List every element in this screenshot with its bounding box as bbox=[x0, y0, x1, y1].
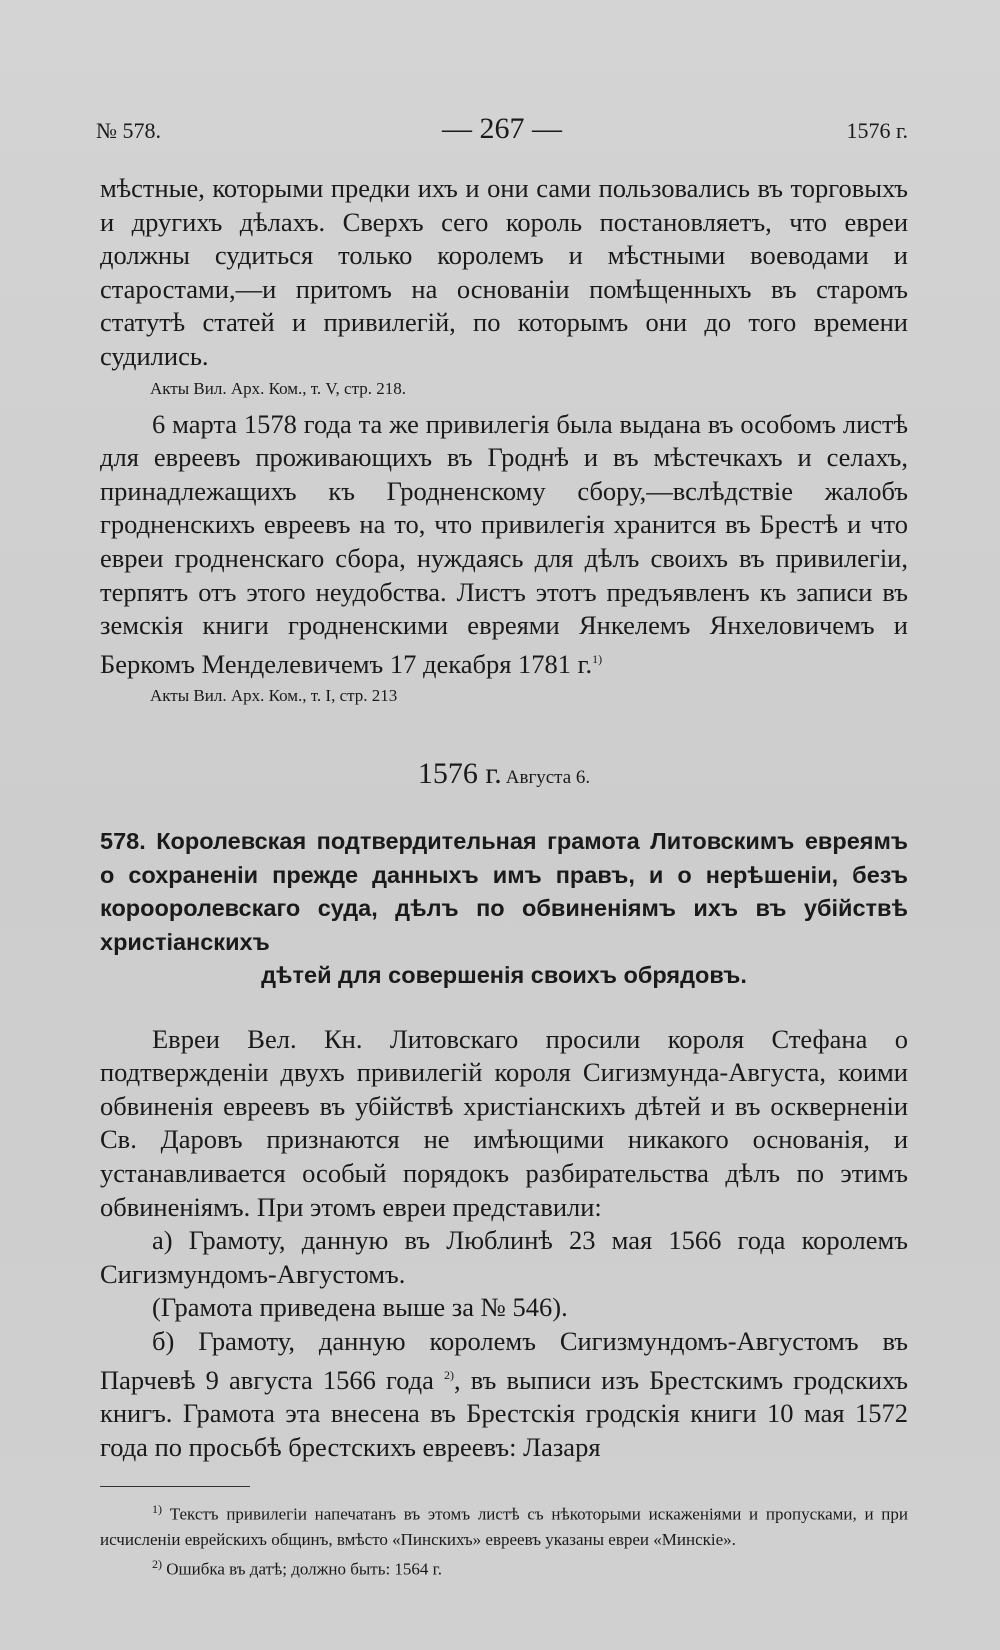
paragraph-2 bbox=[100, 408, 908, 682]
paragraph-5: (Грамота приведена выше за № 546). bbox=[152, 1292, 568, 1323]
footnote-divider bbox=[100, 1486, 250, 1487]
source-citation-2: Акты Вил. Арх. Ком., т. I, стр. 213 bbox=[150, 686, 398, 706]
document-number: № 578. bbox=[96, 118, 161, 143]
footnote-2-mark: 2) bbox=[152, 1556, 162, 1571]
source-citation-1: Акты Вил. Арх. Ком., т. V, стр. 218. bbox=[150, 378, 406, 398]
footnote-2-text: Ошибка въ датѣ; должно быть: 1564 г. bbox=[166, 1559, 442, 1579]
document-title-main: 578. Королевская подтвердительная грамота Литовскимъ евреямъ о сохраненіи прежде данныхъ имъ правъ, и о нерѣшеніи, безъ корооролевскаго суда, дѣлъ по обвиненіямъ ихъ въ убійствѣ христіанскихъ bbox=[100, 828, 908, 955]
document-title bbox=[100, 825, 908, 993]
dateline bbox=[100, 757, 908, 791]
footnote-1 bbox=[100, 1497, 908, 1552]
footnote-ref-2: 2) bbox=[444, 1367, 455, 1382]
paragraph-1: мѣстные, которыми предки ихъ и они сами пользовались въ торговыхъ и другихъ дѣлахъ. Сверхъ сего король постановляетъ, что евреи должны судиться только королемъ и мѣстными воеводами и старостами,—и притомъ на основаніи помѣщенныхъ въ старомъ статутѣ статей и привилегій, по которымъ они до того времени судились. bbox=[100, 173, 908, 371]
paragraph-6-text-b: , въ выписи изъ Брестскимъ гродскихъ книгъ. Грамота эта внесена въ Брестскія гродскія книги 10 мая 1572 года по просьбѣ брестскихъ евреевъ: Лазаря bbox=[100, 1364, 908, 1462]
main-text bbox=[100, 172, 908, 1582]
running-header bbox=[96, 112, 908, 152]
footnote-1-text: Текстъ привилегіи напечатанъ въ этомъ листѣ съ нѣкоторыми искаженіями и пропусками, и при исчисленіи еврейскихъ общинъ, вмѣсто «Пинскихъ» евреевъ указаны евреи «Минскіе». bbox=[100, 1504, 908, 1549]
paragraph-6 bbox=[100, 1325, 908, 1464]
header-year: 1576 г. bbox=[846, 118, 908, 143]
dateline-year: 1576 г. bbox=[417, 757, 502, 791]
paragraph-2-text: 6 марта 1578 года та же привилегія была выдана въ особомъ листѣ для евреевъ проживающихъ въ Гроднѣ и въ мѣстечкахъ и селахъ, принадлежащихъ къ Гродненскому сбору,—вслѣдствіе жалобъ гродненскихъ евреевъ на то, что привилегія хранится въ Брестѣ и что евреи гродненскаго сбора, нуждаясь для дѣлъ своихъ въ привилегіи, терпятъ отъ этого неудобства. Листъ этотъ предъявленъ къ записи въ земскія книги гродненскими евреями Янкелемъ Янхеловичемъ и Беркомъ Менделевичемъ 17 декабря 1781 г. bbox=[100, 408, 908, 679]
document-title-last-line: дѣтей для совершенія своихъ обрядовъ. bbox=[261, 962, 747, 989]
paragraph-4: а) Грамоту, данную въ Люблинѣ 23 мая 1566 года королемъ Сигизмундомъ-Августомъ. bbox=[100, 1225, 908, 1289]
footnote-2 bbox=[100, 1552, 908, 1582]
dateline-day: Августа 6. bbox=[505, 767, 591, 789]
page-number: — 267 — bbox=[442, 112, 562, 145]
paragraph-3: Евреи Вел. Кн. Литовскаго просили короля Стефана о подтвержденіи двухъ привилегій короля Сигизмунда-Августа, коими обвиненія евреевъ въ убійствѣ христіанскихъ дѣтей и въ оскверненіи Св. Даровъ признаются не имѣющими никакого основанія, и устанавливается особый порядокъ разбирательства дѣлъ по этимъ обвиненіямъ. При этомъ евреи представили: bbox=[100, 1023, 908, 1222]
footnote-ref-1: 1) bbox=[592, 651, 603, 666]
footnote-1-mark: 1) bbox=[152, 1502, 162, 1517]
paragraph-6-text-a: б) Грамоту, данную королемъ Сигизмундомъ-Августомъ въ Парчевѣ 9 августа 1566 года bbox=[100, 1325, 908, 1395]
